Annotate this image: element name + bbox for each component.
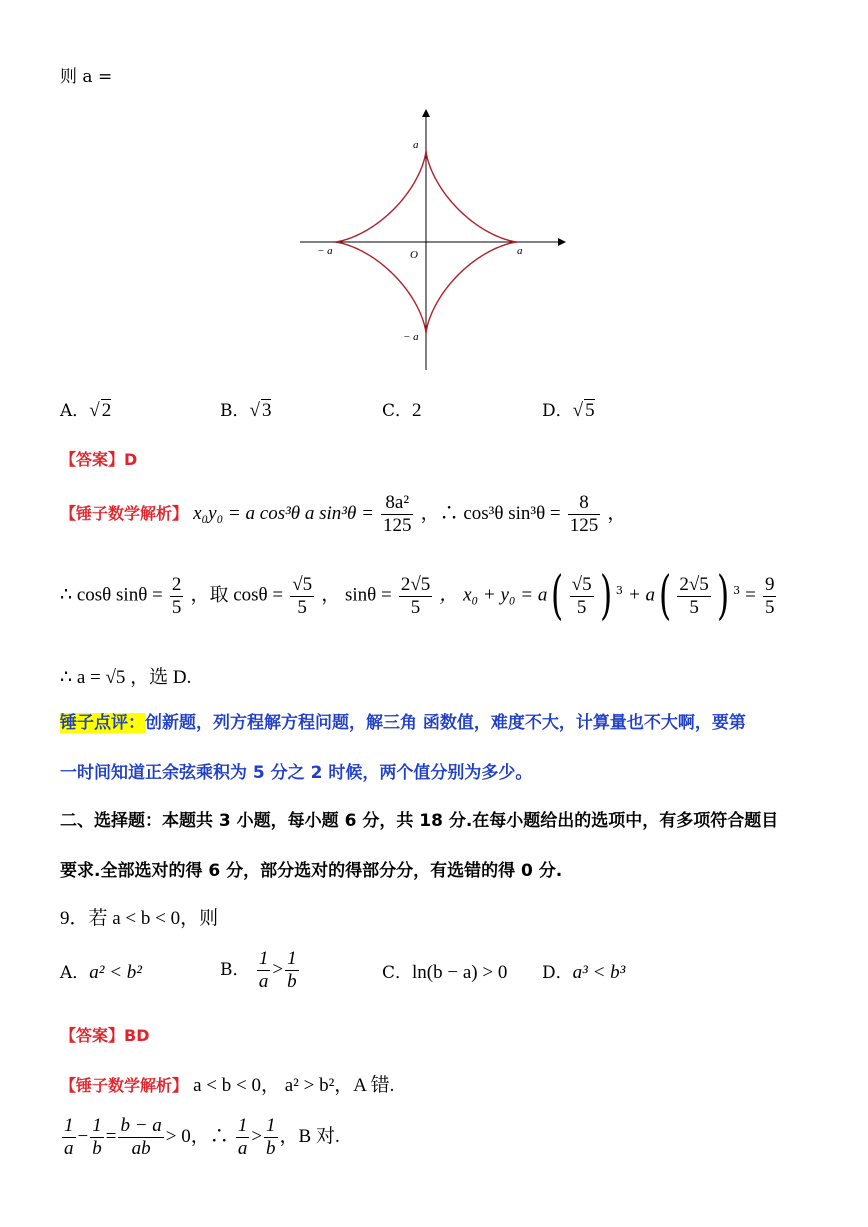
q9-solution-line1: 【锤子数学解析】 a < b < 0， a² > b²，A 错. [60,1075,395,1096]
q8-option-d: D．√ 5 [542,400,595,421]
q8-option-c: C．2 [382,400,422,421]
fraction: $\frac{8}{125}$ [569,492,599,536]
q9-answer: 【答案】BD [60,1026,150,1045]
label-right-a: a [517,245,523,257]
label-bottom-a: − a [403,331,419,343]
comment-tag: 锤子点评： [60,713,145,733]
q9-option-c: C．ln(b − a) > 0 [382,962,508,983]
label-left-a: − a [317,245,333,257]
section2-line2: 要求.全部选对的得 6 分，部分选对的得部分分，有选错的得 0 分. [60,861,563,881]
q9-solution-line2: $\frac{1}{a}$ − $\frac{1}{b}$ = $\frac{b - a}{ab}$ > 0，∴ $\frac{1}{a}$ > $\frac{1}{b}$ ，B 对. [64,1115,340,1159]
label-top-a: a [413,139,419,151]
q9-option-d: D．a³ < b³ [542,962,626,983]
q9-option-a: A．a² < b² [60,962,142,983]
q8-option-b: B．√ 3 [220,400,272,421]
comment-line2: 一时间知道正余弦乘积为 5 分之 2 时候，两个值分别为多少。 [60,763,533,783]
q8-answer: 【答案】D [60,450,138,469]
q9-option-b: B． $\frac{1}{a}$ > $\frac{1}{b}$ [220,948,297,992]
q8-solution-line2: ∴ cosθ sinθ = $\frac{2}{5}$ ，取 cosθ = $\frac{√5}{5}$ ， sinθ = $\frac{2√5}{5}$ ， x₀ + y₀ = a( $\frac{√5}{5}$ ) $^3$ + a( $\frac{2√5}{5}$ ) $^3$ = $\frac{9}{5}$ [60,566,775,626]
section2-line1: 二、选择题：本题共 3 小题，每小题 6 分，共 18 分.在每小题给出的选项中，有多项符合题目 [60,811,779,831]
q9-stem: 9．若 a < b < 0，则 [60,908,219,929]
q8-solution-line1: 【锤子数学解析】 x₀y₀ = a cos³θ a sin³θ = $\frac{\text{8a²}}{125}$ ，∴ cos³θ sin³θ = $\frac{8}{125}$ ， [60,492,627,536]
q8-option-a: A．√ 2 [60,400,112,421]
label-origin: O [410,249,418,261]
astroid-figure [295,100,575,375]
fraction: $\frac{\text{8a²}}{125}$ [382,492,412,536]
intro-text: 则 a = [60,67,113,87]
q8-solution-line3: ∴ a = √5 ，选 D. [60,667,192,688]
comment-line1: 锤子点评：创新题，列方程解方程问题，解三角 函数值，难度不大，计算量也不大啊，要第 [60,713,746,733]
